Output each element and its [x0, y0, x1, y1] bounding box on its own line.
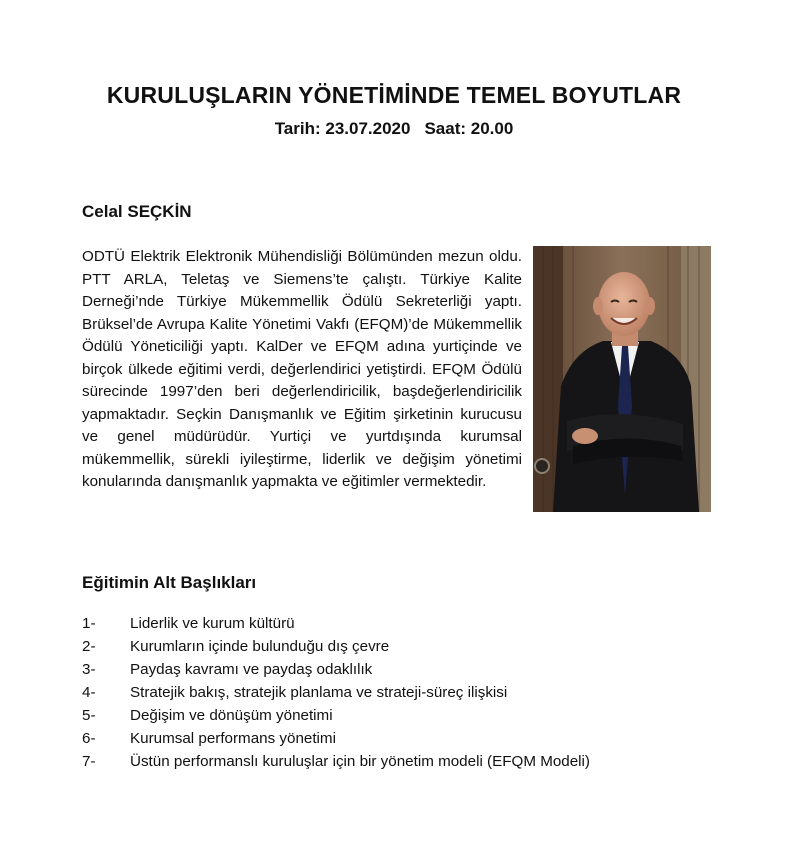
speaker-name: Celal SEÇKİN — [82, 202, 192, 221]
list-item — [82, 635, 590, 658]
speaker-bio: ODTÜ Elektrik Elektronik Mühendisliği Bölümünden mezun oldu. PTT ARLA, Teletaş ve Siemens’te çalıştı. Türkiye Kalite Derneği’nde Türkiye Mükemmellik Ödülü Sekreterliği yaptı. Brüksel’de Avrupa Kalite Yönetimi Vakfı (EFQM)’de Mükemmellik Ödülü Yöneticiliği yaptı. KalDer ve EFQM adına yurtiçinde ve birçok ülkede eğitimi verdi, değerlendirici yetiştirdi. EFQM Ödülü sürecinde 1997’den beri değerlendiricilik, başdeğerlendiricilik yapmaktadır. Seçkin Danışmanlık ve Eğitim şirketinin kurucusu ve genel müdürüdür. Yurtiçi ve yurtdışında kurumsal mükemmellik, sürekli iyileştirme, liderlik ve değişim yönetimi konularında danışmanlık yapmakta ve eğitimler vermektedir. — [82, 248, 522, 490]
speaker-photo — [533, 246, 711, 512]
time-label: Saat: 20.00 — [424, 119, 514, 138]
list-item-text: Stratejik bakış, stratejik planlama ve strateji-süreç ilişkisi — [130, 684, 508, 701]
list-item-text: Paydaş kavramı ve paydaş odaklılık — [130, 661, 373, 678]
list-item-number: 2- — [82, 638, 96, 655]
list-item-number: 4- — [82, 684, 96, 701]
list-item — [82, 681, 590, 704]
list-item — [82, 658, 590, 681]
list-item-text: Kurumların içinde bulunduğu dış çevre — [130, 638, 390, 655]
document-title: KURULUŞLARIN YÖNETİMİNDE TEMEL BOYUTLAR — [106, 82, 682, 108]
date-time-line — [0, 119, 788, 139]
topic-list — [82, 612, 590, 773]
list-item — [82, 727, 590, 750]
topics-title: Eğitimin Alt Başlıkları — [82, 573, 257, 592]
list-item-number: 3- — [82, 661, 96, 678]
list-item-text: Liderlik ve kurum kültürü — [130, 615, 295, 632]
list-item — [82, 612, 590, 635]
list-item-text: Değişim ve dönüşüm yönetimi — [130, 707, 333, 724]
date-label: Tarih: 23.07.2020 — [274, 119, 411, 138]
list-item-number: 7- — [82, 753, 96, 770]
list-item-number: 6- — [82, 730, 96, 747]
list-item-number: 5- — [82, 707, 96, 724]
list-item-number: 1- — [82, 615, 96, 632]
list-item — [82, 750, 590, 773]
list-item-text: Üstün performanslı kuruluşlar için bir yönetim modeli (EFQM Modeli) — [130, 753, 590, 770]
list-item-text: Kurumsal performans yönetimi — [130, 730, 336, 747]
list-item — [82, 704, 590, 727]
